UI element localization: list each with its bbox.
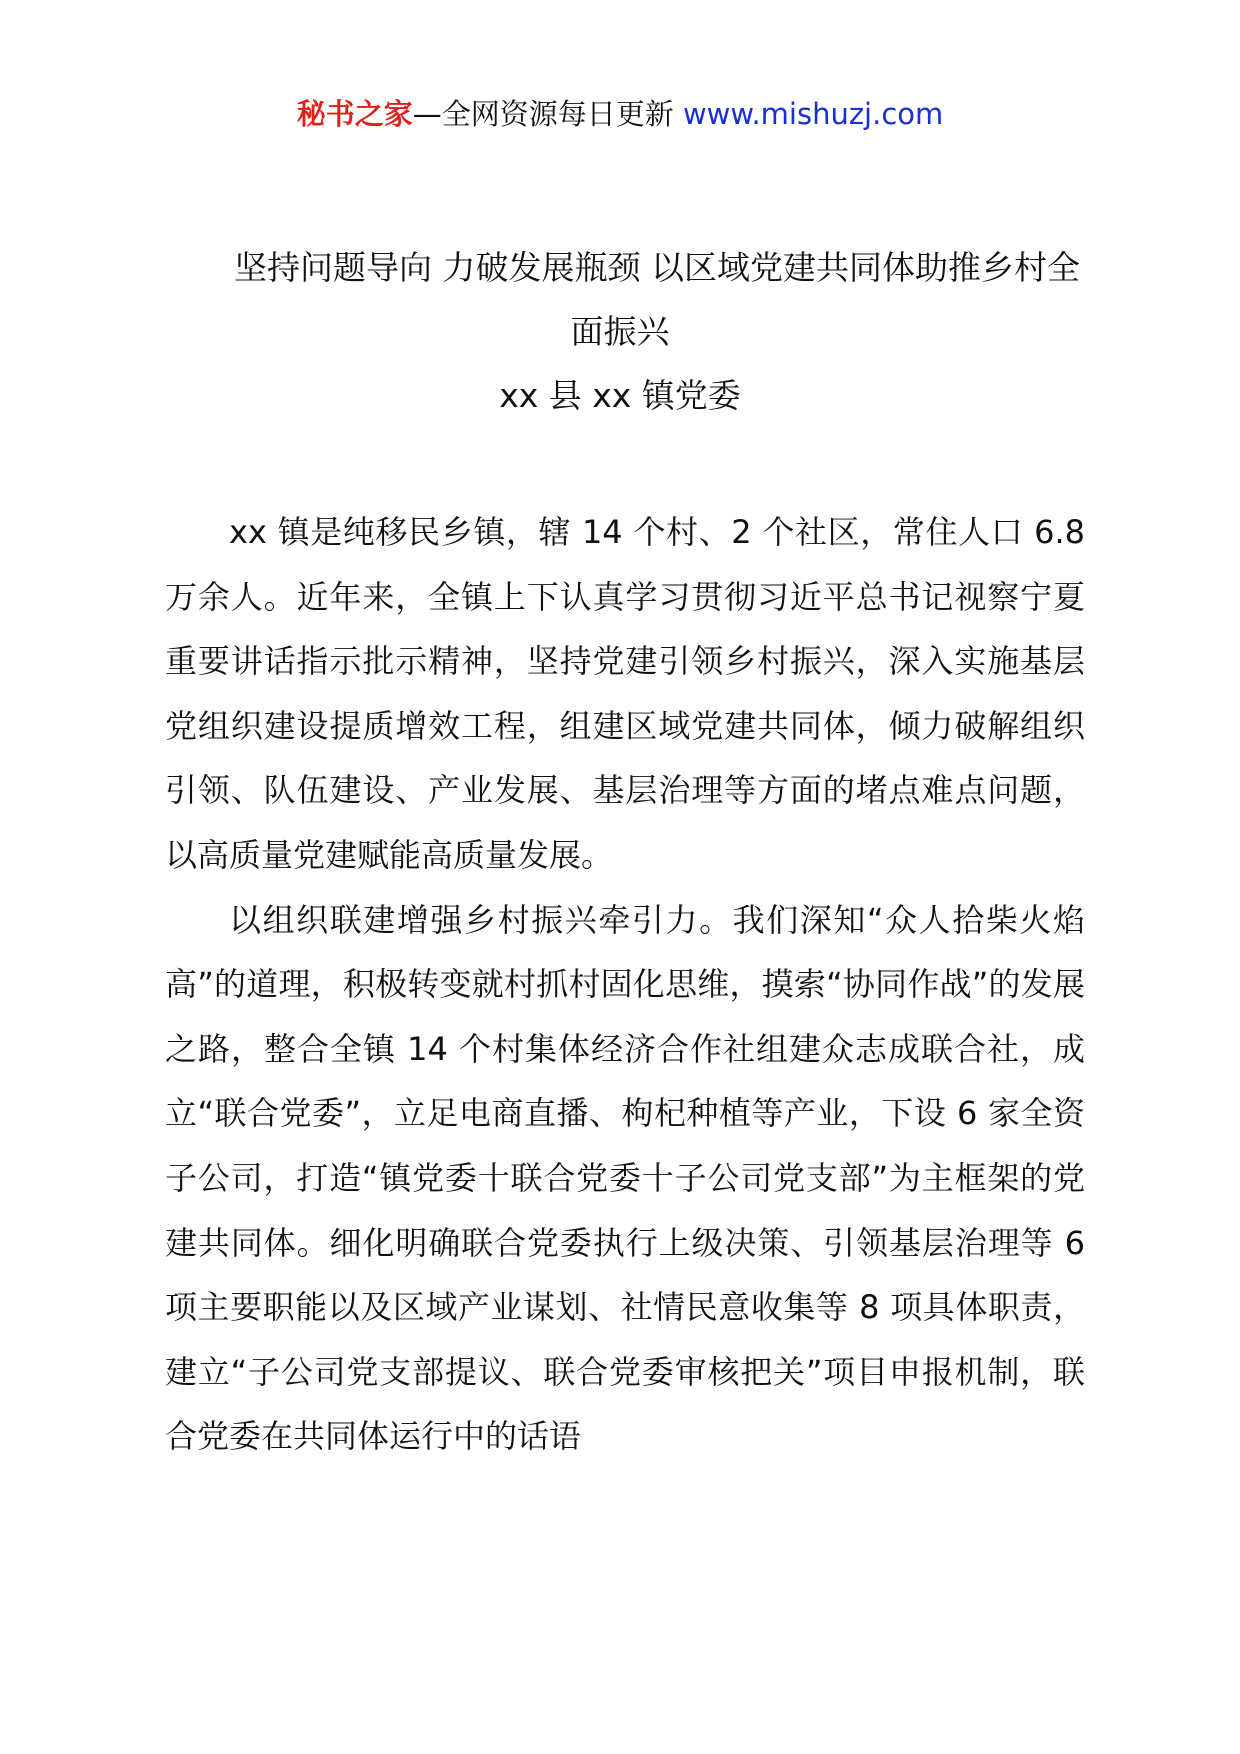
site-slogan: —全网资源每日更新	[412, 97, 683, 131]
document-title-line-1: 坚持问题导向 力破发展瓶颈 以区域党建共同体助推乡村全	[234, 248, 1080, 287]
document-title-block	[160, 236, 1080, 428]
site-header	[0, 94, 1240, 134]
document-body	[165, 500, 1085, 1469]
body-paragraph-2: 以组织联建增强乡村振兴牵引力。我们深知“众人拾柴火焰高”的道理，积极转变就村抓村固化思维，摸索“协同作战”的发展之路，整合全镇 14 个村集体经济合作社组建众志成联合社，成立“联合党委”，立足电商直播、枸杞种植等产业，下设 6 家全资子公司，打造“镇党委十联合党委十子公司党支部”为主框架的党建共同体。细化明确联合党委执行上级决策、引领基层治理等 6 项主要职能以及区域产业谋划、社情民意收集等 8 项具体职责，建立“子公司党支部提议、联合党委审核把关”项目申报机制，联合党委在共同体运行中的话语	[165, 900, 1085, 1456]
document-author: xx 县 xx 镇党委	[499, 376, 741, 415]
site-brand: 秘书之家	[296, 97, 413, 131]
site-url-link[interactable]: www.mishuzj.com	[682, 97, 944, 131]
document-title-line-2: 面振兴	[570, 312, 670, 351]
body-paragraph-1: xx 镇是纯移民乡镇，辖 14 个村、2 个社区，常住人口 6.8 万余人。近年来，全镇上下认真学习贯彻习近平总书记视察宁夏重要讲话指示批示精神，坚持党建引领乡村振兴，深入实施基层党组织建设提质增效工程，组建区域党建共同体，倾力破解组织引领、队伍建设、产业发展、基层治理等方面的堵点难点问题，以高质量党建赋能高质量发展。	[165, 513, 1085, 874]
